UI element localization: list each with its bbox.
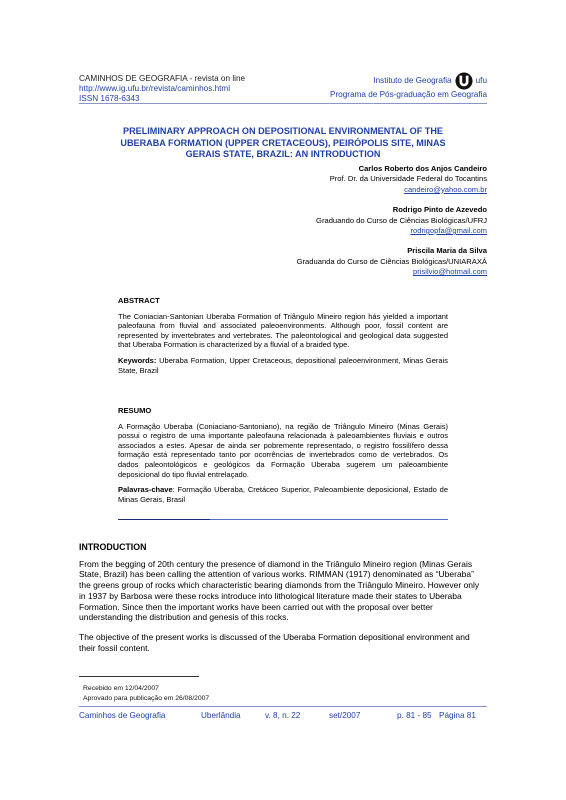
author-name: Rodrigo Pinto de Azevedo	[392, 205, 487, 215]
palavras-chave-text: : Formação Uberaba, Cretáceo Superior, Paleoambiente deposicional, Estado de Minas Gerais, Brasil	[118, 485, 448, 504]
ufu-logo-icon	[455, 72, 473, 90]
author-block	[207, 164, 487, 195]
keywords-label: Keywords:	[118, 355, 157, 365]
footer-date: set/2007	[329, 711, 361, 720]
article-title	[110, 126, 456, 161]
author-name: Carlos Roberto dos Anjos Candeiro	[358, 164, 487, 173]
resumo-text: A Formação Uberaba (Coniaciano-Santoniano), na região de Triângulo Mineiro (Minas Gerais) possui o registro de uma importante paleofauna relacionada à paleoambientes fluviais e outros associados a estes. Apesar de ainda ser pobremente representado, o registro fossilífero dessa formação está representado tanto por ocorrências de invertebrados como de vertebrados. Os dados paleontológicos e geológicos da Formação Uberaba sugerem um paleoambiente deposicional do tipo fluvial entrelaçado.	[118, 421, 448, 479]
abstract-section	[118, 296, 448, 381]
resumo-keywords	[118, 485, 448, 504]
footer-pages: p. 81 - 85	[397, 711, 432, 720]
author-block	[207, 246, 487, 277]
footer-volume: v. 8, n. 22	[265, 711, 301, 720]
footer-divider	[79, 706, 487, 707]
footnote	[83, 684, 209, 703]
author-list	[207, 164, 487, 288]
author-block	[207, 205, 487, 236]
introduction-paragraph: From the begging of 20th century the presence of diamond in the Triângulo Mineiro region (Minas Gerais State, Brazil) has been calling the attention of various works. RIMMAN (1917) denominated as “Uberaba” the greens group of rocks which characteristic bearing diamonds from the Triângulo Mineiro. However only in 1937 by Barbosa were these rocks introduce into lithological literature made their states to Uberaba Formation. Since then the important works have been carried out with the proposal over better understanding the distribution and genesis of this rocks.	[79, 558, 480, 623]
author-affiliation: Graduando do Curso de Ciências Biológicas/UFRJ	[316, 215, 487, 225]
journal-url-link[interactable]: http://www.ig.ufu.br/revista/caminhos.html	[79, 84, 231, 93]
abstract-keywords	[118, 356, 448, 375]
introduction-heading: INTRODUCTION	[79, 542, 147, 552]
footnote-divider	[79, 676, 199, 677]
title-line: PRELIMINARY APPROACH ON DEPOSITIONAL ENVIRONMENTAL OF THE	[123, 126, 443, 136]
received-date: Recebido em 12/04/2007	[83, 685, 159, 692]
author-email-link[interactable]: candeiro@yahoo.com.br	[404, 184, 487, 194]
journal-name: CAMINHOS DE GEOGRAFIA - revista on line	[79, 74, 246, 83]
keywords-text: Uberaba Formation, Upper Cretaceous, depositional paleoenvironment, Minas Gerais State, Brazil	[118, 355, 448, 375]
journal-issn: ISSN 1678-6343	[79, 94, 140, 103]
author-affiliation: Prof. Dr. da Universidade Federal do Tocantins	[329, 174, 487, 184]
title-line: GERAIS STATE, BRAZIL: AN INTRODUCTION	[185, 149, 381, 159]
approved-date: Aprovado para publicação em 26/08/2007	[83, 694, 210, 702]
abstract-text: The Coniacian-Santonian Uberaba Formation of Triângulo Mineiro region hás yielded a important paleofauna from fluvial and associated paleoenvironments. Although poor, fossil content are represented by invertebrates and vertebrates. The paleontological and geological data suggested that Uberaba Formation is characterized by a fluvial of a braided type.	[118, 311, 448, 350]
header-divider	[79, 103, 487, 104]
logo-text: ufu	[475, 76, 487, 85]
journal-header	[79, 74, 245, 104]
footer-city: Uberlândia	[201, 711, 241, 720]
institute-header	[267, 72, 487, 100]
abstract-heading: ABSTRACT	[118, 296, 160, 305]
author-email-link[interactable]: prisilvio@hotmail.com	[413, 267, 487, 277]
resumo-section	[118, 406, 448, 510]
footer-journal: Caminhos de Geografia	[79, 711, 166, 720]
section-divider-accent	[118, 519, 210, 520]
institute-name: Instituto de Geografia	[373, 76, 452, 85]
palavras-chave-label: Palavras-chave	[118, 485, 173, 495]
author-affiliation: Graduanda do Curso de Ciências Biológicas/UNIARAXÁ	[296, 256, 487, 266]
resumo-heading: RESUMO	[118, 406, 152, 415]
author-email-link[interactable]: rodrigopfa@gmail.com	[410, 226, 487, 236]
author-name: Priscila Maria da Silva	[407, 246, 487, 256]
introduction-paragraph: The objective of the present works is discussed of the Uberaba Formation depositional environment and their fossil content.	[79, 631, 470, 653]
program-name: Programa de Pós-graduação em Geografia	[329, 90, 487, 99]
title-line: UBERABA FORMATION (UPPER CRETACEOUS), PEIRÓPOLIS SITE, MINAS	[120, 137, 446, 148]
introduction-section	[79, 542, 487, 662]
footer-page-number: Página 81	[439, 711, 476, 720]
